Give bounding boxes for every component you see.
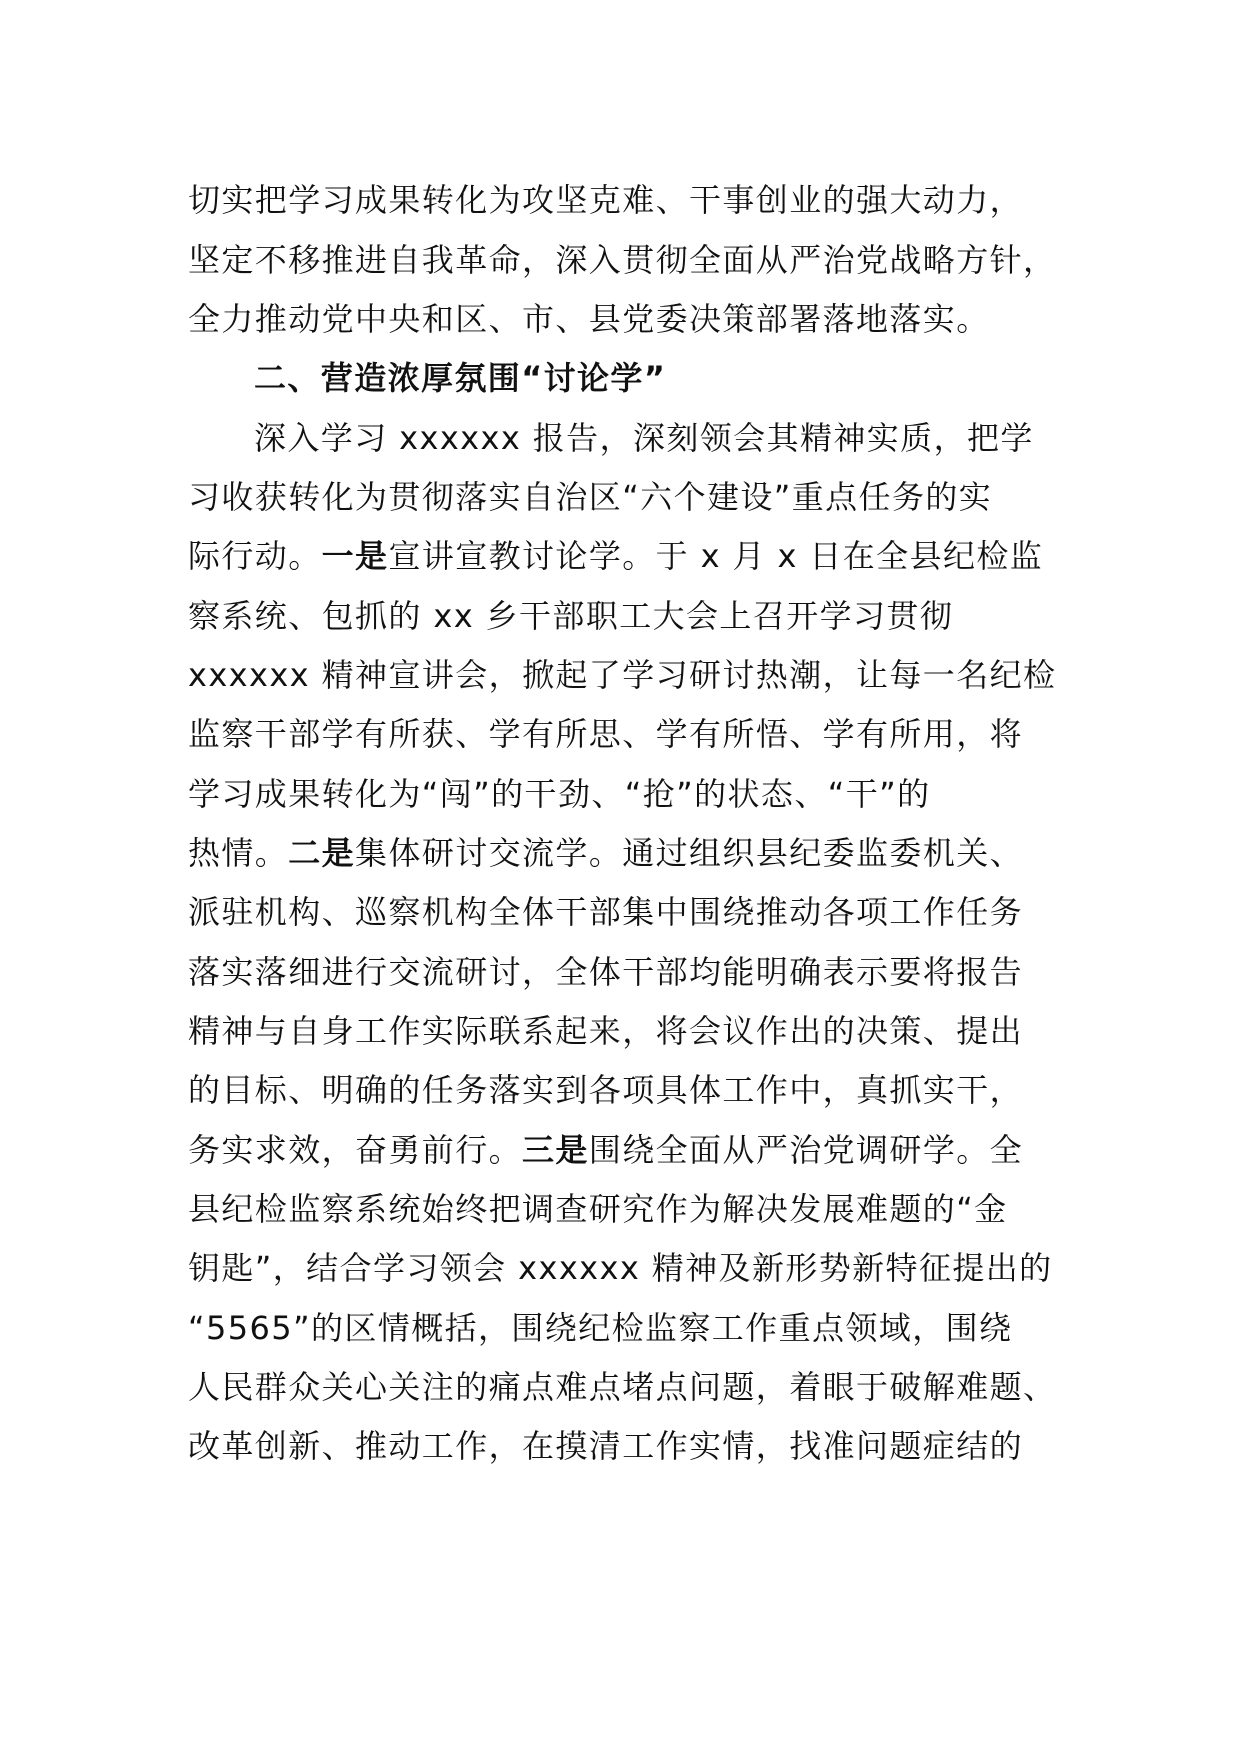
paragraph-line: 钥匙”，结合学习领会 xxxxxx 精神及新形势新特征提出的 xyxy=(188,1249,1053,1287)
paragraph-line: 切实把学习成果转化为攻坚克难、干事创业的强大动力， xyxy=(188,181,1024,219)
paragraph-line: 落实落细进行交流研讨，全体干部均能明确表示要将报告 xyxy=(188,953,1024,991)
paragraph-line: 精神与自身工作实际联系起来，将会议作出的决策、提出 xyxy=(188,1012,1024,1050)
paragraph-line: 的目标、明确的任务落实到各项具体工作中，真抓实干， xyxy=(188,1071,1024,1109)
paragraph-line: 县纪检监察系统始终把调查研究作为解决发展难题的“金 xyxy=(188,1190,1008,1228)
paragraph-line: 际行动。一是宣讲宣教讨论学。于 x 月 x 日在全县纪检监 xyxy=(188,537,1044,575)
paragraph-line: “5565”的区情概括，围绕纪检监察工作重点领域，围绕 xyxy=(188,1309,1013,1347)
section-heading: 二、营造浓厚氛围“讨论学” xyxy=(254,359,667,397)
paragraph-line: 坚定不移推进自我革命，深入贯彻全面从严治党战略方针， xyxy=(188,241,1057,279)
bold-lead: 三是 xyxy=(522,1131,589,1169)
bold-lead: 二是 xyxy=(288,834,356,872)
paragraph-line: 学习成果转化为“闯”的干劲、“抢”的状态、“干”的 xyxy=(188,775,931,813)
paragraph-line: 习收获转化为贯彻落实自治区“六个建设”重点任务的实 xyxy=(188,478,993,516)
paragraph-line: 全力推动党中央和区、市、县党委决策部署落地落实。 xyxy=(188,300,990,338)
paragraph-line: 改革创新、推动工作，在摸清工作实情，找准问题症结的 xyxy=(188,1427,1024,1465)
paragraph-line: xxxxxx 精神宣讲会，掀起了学习研讨热潮，让每一名纪检 xyxy=(188,656,1057,694)
paragraph-line: 热情。二是集体研讨交流学。通过组织县纪委监委机关、 xyxy=(188,834,1024,872)
bold-lead: 一是 xyxy=(321,537,389,575)
paragraph-line: 察系统、包抓的 xx 乡干部职工大会上召开学习贯彻 xyxy=(188,597,954,635)
paragraph-line: 深入学习 xxxxxx 报告，深刻领会其精神实质，把学 xyxy=(254,419,1034,457)
paragraph-line: 派驻机构、巡察机构全体干部集中围绕推动各项工作任务 xyxy=(188,893,1024,931)
paragraph-line: 监察干部学有所获、学有所思、学有所悟、学有所用，将 xyxy=(188,715,1024,753)
paragraph-line: 人民群众关心关注的痛点难点堵点问题，着眼于破解难题、 xyxy=(188,1368,1057,1406)
paragraph-line: 务实求效，奋勇前行。三是围绕全面从严治党调研学。全 xyxy=(188,1131,1024,1169)
